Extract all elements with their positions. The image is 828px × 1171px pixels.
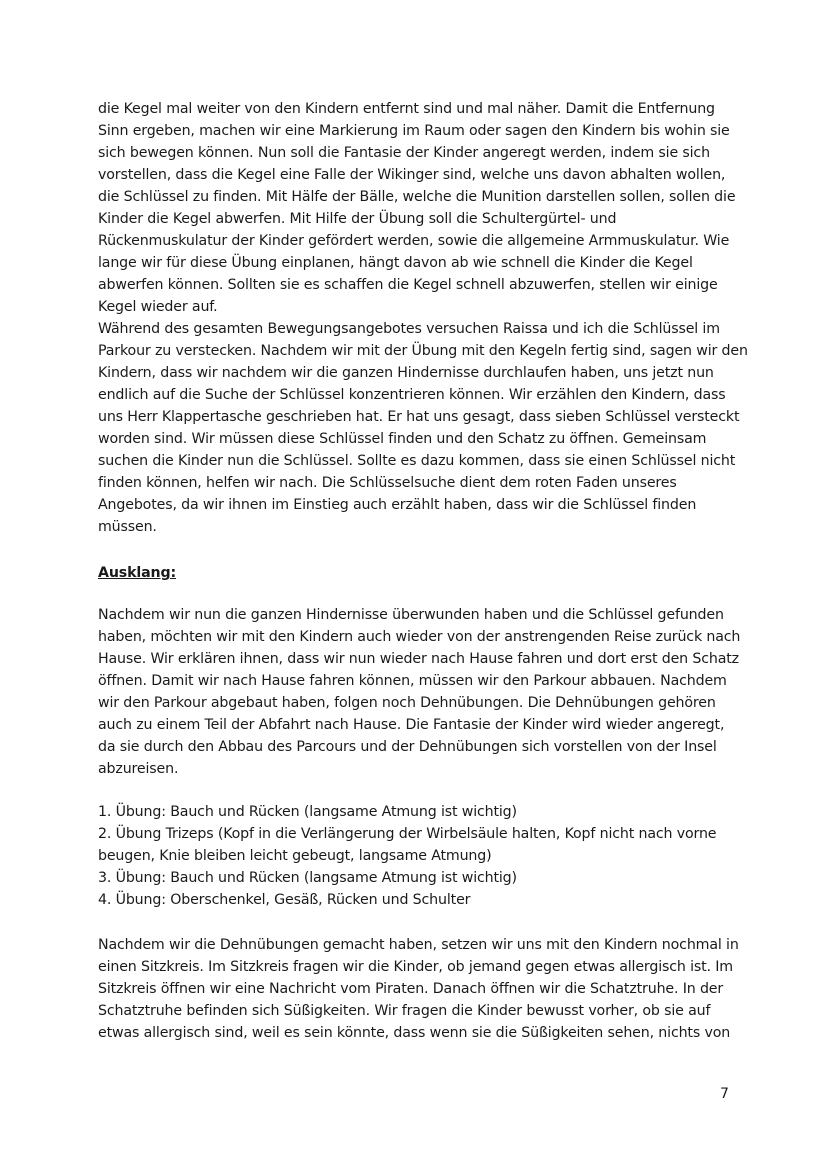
text-line: die Schlüssel zu finden. Mit Hälfe der Bälle, welche die Munition darstellen sollen, sollen die — [98, 189, 736, 205]
text-line: vorstellen, dass die Kegel eine Falle der Wikinger sind, welche uns davon abhalten wollen, — [98, 167, 726, 183]
text-line: die Kegel mal weiter von den Kindern entfernt sind und mal näher. Damit die Entfernung — [98, 101, 715, 117]
list-item: 3. Übung: Bauch und Rücken (langsame Atmung ist wichtig) — [98, 870, 517, 886]
text-line: abwerfen können. Sollten sie es schaffen die Kegel schnell abzuwerfen, stellen wir einige — [98, 277, 718, 293]
text-line: Schatztruhe befinden sich Süßigkeiten. Wir fragen die Kinder bewusst vorher, ob sie auf — [98, 1003, 711, 1019]
text-line: Kegel wieder auf. — [98, 299, 218, 315]
text-line: finden können, helfen wir nach. Die Schlüsselsuche dient dem roten Faden unseres — [98, 475, 677, 491]
text-line: Während des gesamten Bewegungsangebotes versuchen Raissa und ich die Schlüssel im — [98, 321, 720, 337]
page-number: 7 — [720, 1086, 729, 1102]
text-line: Rückenmuskulatur der Kinder gefördert werden, sowie die allgemeine Armmuskulatur. Wie — [98, 233, 730, 249]
text-line: Nachdem wir die Dehnübungen gemacht haben, setzen wir uns mit den Kindern nochmal in — [98, 937, 739, 953]
text-line: suchen die Kinder nun die Schlüssel. Sollte es dazu kommen, dass sie einen Schlüssel nicht — [98, 453, 736, 469]
text-line: auch zu einem Teil der Abfahrt nach Hause. Die Fantasie der Kinder wird wieder angeregt, — [98, 717, 725, 733]
text-line: lange wir für diese Übung einplanen, hängt davon ab wie schnell die Kinder die Kegel — [98, 255, 693, 271]
list-item: 1. Übung: Bauch und Rücken (langsame Atmung ist wichtig) — [98, 804, 517, 820]
text-line: abzureisen. — [98, 761, 179, 777]
text-line: Hause. Wir erklären ihnen, dass wir nun wieder nach Hause fahren und dort erst den Schatz — [98, 651, 739, 667]
text-line: öffnen. Damit wir nach Hause fahren können, müssen wir den Parkour abbauen. Nachdem — [98, 673, 727, 689]
list-item: beugen, Knie bleiben leicht gebeugt, langsame Atmung) — [98, 848, 492, 864]
text-line: da sie durch den Abbau des Parcours und der Dehnübungen sich vorstellen von der Insel — [98, 739, 717, 755]
list-item: 2. Übung Trizeps (Kopf in die Verlängerung der Wirbelsäule halten, Kopf nicht nach vorne — [98, 826, 717, 842]
paragraph-keys-search — [98, 98, 748, 538]
text-line: Kinder die Kegel abwerfen. Mit Hilfe der Übung soll die Schultergürtel- und — [98, 211, 617, 227]
paragraph-closing-circle — [98, 934, 738, 1044]
text-line: Sinn ergeben, machen wir eine Markierung im Raum oder sagen den Kindern bis wohin sie — [98, 123, 730, 139]
text-line: uns Herr Klappertasche geschrieben hat. Er hat uns gesagt, dass sieben Schlüssel versteckt — [98, 409, 740, 425]
text-line: etwas allergisch sind, weil es sein könnte, dass wenn sie die Süßigkeiten sehen, nichts von — [98, 1025, 731, 1041]
text-line: Angebotes, da wir ihnen im Einstieg auch erzählt haben, dass wir die Schlüssel finden — [98, 497, 697, 513]
text-line: worden sind. Wir müssen diese Schlüssel finden und den Schatz zu öffnen. Gemeinsam — [98, 431, 707, 447]
paragraph-return-home — [98, 604, 741, 780]
text-line: Parkour zu verstecken. Nachdem wir mit der Übung mit den Kegeln fertig sind, sagen wir den — [98, 343, 748, 359]
text-line: endlich auf die Suche der Schlüssel konzentrieren können. Wir erzählen den Kindern, dass — [98, 387, 726, 403]
text-line: sich bewegen können. Nun soll die Fantasie der Kinder angeregt werden, indem sie sich — [98, 145, 710, 161]
section-heading-ausklang: Ausklang: — [98, 565, 176, 581]
text-line: Sitzkreis öffnen wir eine Nachricht vom Piraten. Danach öffnen wir die Schatztruhe. In der — [98, 981, 724, 997]
exercise-list — [98, 801, 738, 911]
text-line: haben, möchten wir mit den Kindern auch wieder von der anstrengenden Reise zurück nach — [98, 629, 741, 645]
list-item: 4. Übung: Oberschenkel, Gesäß, Rücken und Schulter — [98, 892, 471, 908]
text-line: wir den Parkour abgebaut haben, folgen noch Dehnübungen. Die Dehnübungen gehören — [98, 695, 716, 711]
text-line: Kindern, dass wir nachdem wir die ganzen Hindernisse durchlaufen haben, uns jetzt nun — [98, 365, 714, 381]
text-line: müssen. — [98, 519, 157, 535]
text-line: einen Sitzkreis. Im Sitzkreis fragen wir die Kinder, ob jemand gegen etwas allergisch ist. Im — [98, 959, 733, 975]
text-line: Nachdem wir nun die ganzen Hindernisse überwunden haben und die Schlüssel gefunden — [98, 607, 724, 623]
